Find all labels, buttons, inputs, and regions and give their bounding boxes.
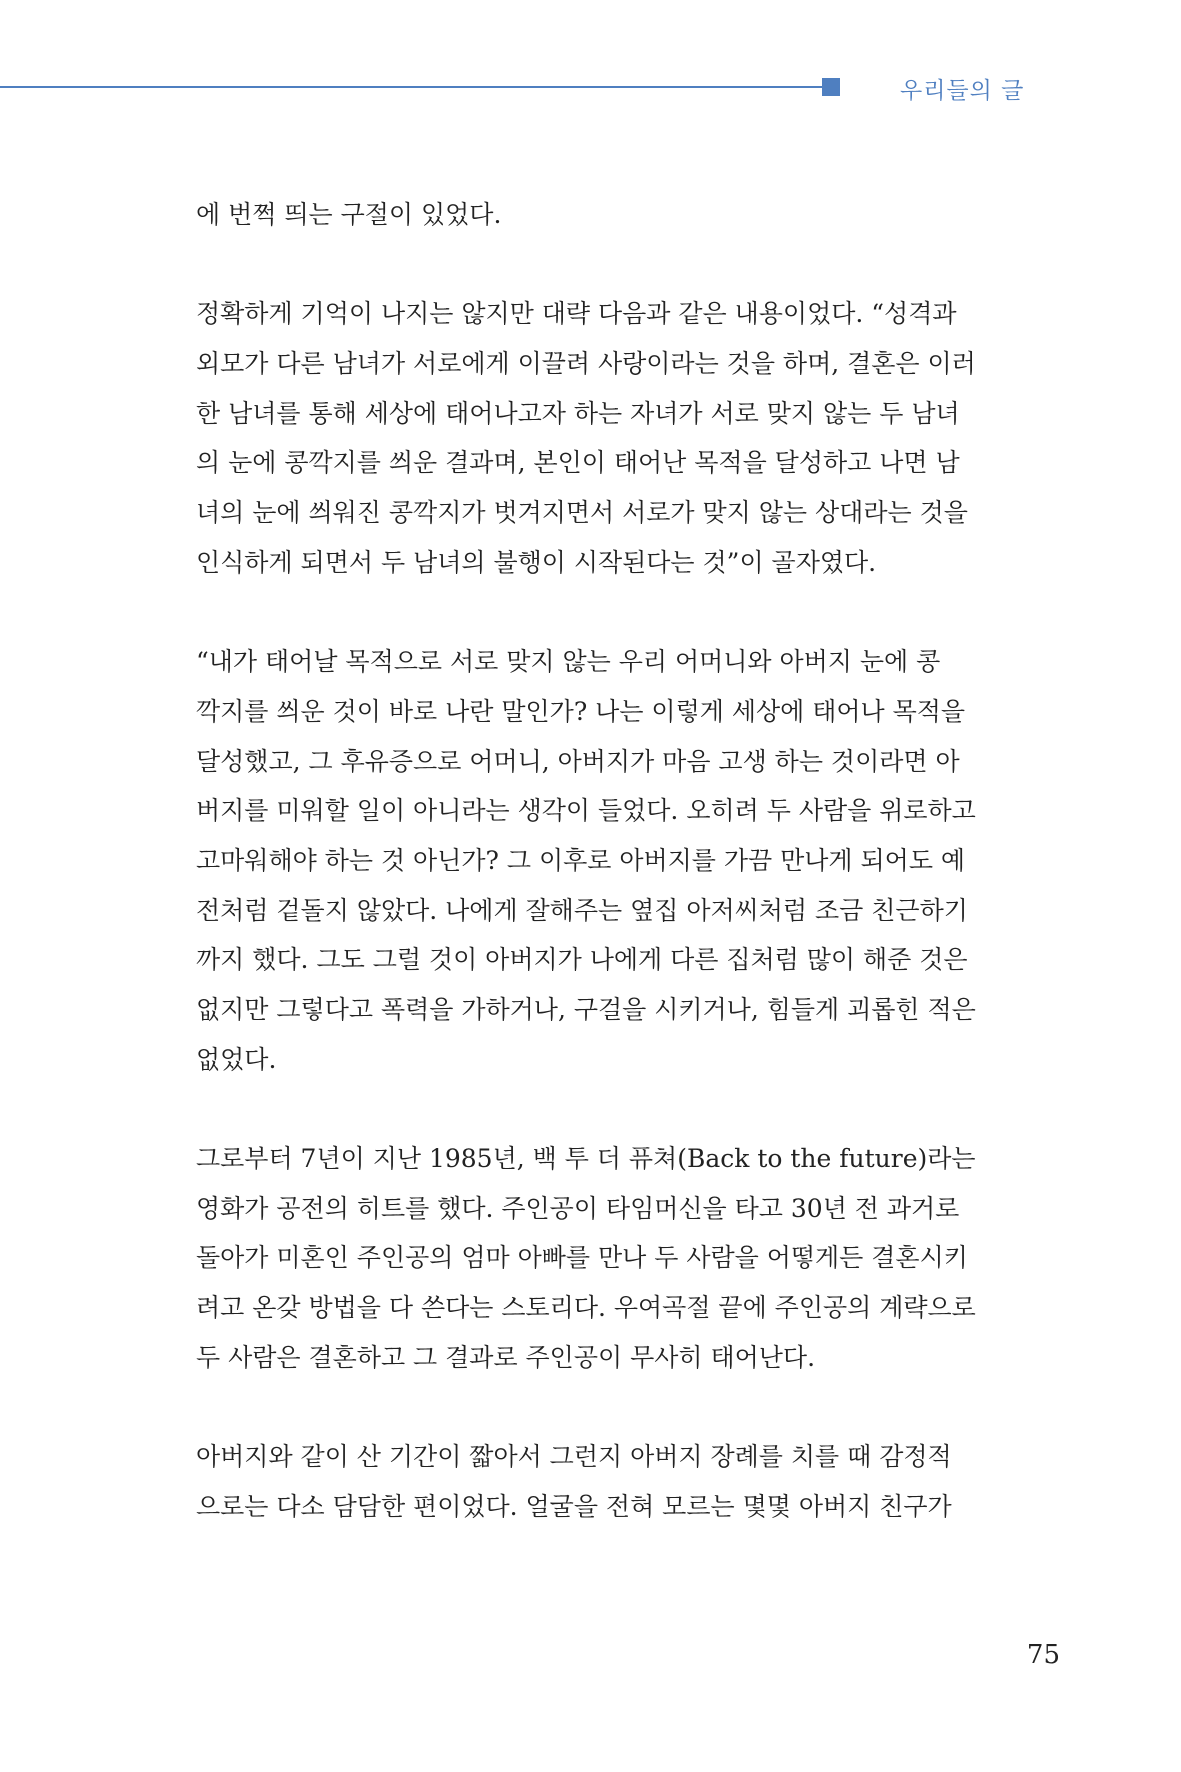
paragraph-2 <box>196 289 1066 587</box>
paragraph-5 <box>196 1432 1066 1531</box>
text-line: 으로는 다소 담담한 편이었다. 얼굴을 전혀 모르는 몇몇 아버지 친구가 <box>196 1491 952 1521</box>
text-line: 정확하게 기억이 나지는 않지만 대략 다음과 같은 내용이었다. “성격과 <box>196 299 957 329</box>
text-line: 녀의 눈에 씌워진 콩깍지가 벗겨지면서 서로가 맞지 않는 상대라는 것을 <box>196 498 968 528</box>
text-line: 아버지와 같이 산 기간이 짧아서 그런지 아버지 장례를 치를 때 감정적 <box>196 1442 952 1472</box>
text-line: 그로부터 7년이 지난 1985년, 백 투 더 퓨쳐(Back to the future)라는 <box>196 1144 976 1174</box>
text-line: 외모가 다른 남녀가 서로에게 이끌려 사랑이라는 것을 하며, 결혼은 이러 <box>196 349 976 379</box>
text-line: 없지만 그렇다고 폭력을 가하거나, 구걸을 시키거나, 힘들게 괴롭힌 적은 <box>196 995 976 1024</box>
paragraph-4 <box>196 1134 1066 1382</box>
text-line: 려고 온갖 방법을 다 쓴다는 스토리다. 우여곡절 끝에 주인공의 계략으로 <box>196 1293 976 1323</box>
text-line: 인식하게 되면서 두 남녀의 불행이 시작된다는 것”이 골자였다. <box>196 547 877 577</box>
paragraph-1 <box>196 190 1066 240</box>
header-square-marker <box>822 78 840 96</box>
paragraph-3 <box>196 637 1066 1084</box>
text-line: 까지 했다. 그도 그럴 것이 아버지가 나에게 다른 집처럼 많이 해준 것은 <box>196 945 968 975</box>
text-line: 달성했고, 그 후유증으로 어머니, 아버지가 마음 고생 하는 것이라면 아 <box>196 746 960 776</box>
running-header-title: 우리들의 글 <box>900 78 1025 104</box>
text-line: 깍지를 씌운 것이 바로 나란 말인가? 나는 이렇게 세상에 태어나 목적을 <box>196 696 966 726</box>
text-line: 의 눈에 콩깍지를 씌운 결과며, 본인이 태어난 목적을 달성하고 나면 남 <box>196 448 960 478</box>
text-line: 고마워해야 하는 것 아닌가? 그 이후로 아버지를 가끔 만나게 되어도 예 <box>196 845 966 875</box>
text-line: 두 사람은 결혼하고 그 결과로 주인공이 무사히 태어난다. <box>196 1342 816 1372</box>
header-rule <box>0 86 822 88</box>
page-number: 75 <box>1026 1640 1060 1670</box>
text-line: 버지를 미워할 일이 아니라는 생각이 들었다. 오히려 두 사람을 위로하고 <box>196 796 976 826</box>
text-line: 전처럼 겉돌지 않았다. 나에게 잘해주는 옆집 아저씨처럼 조금 친근하기 <box>196 895 968 925</box>
text-line: 돌아가 미혼인 주인공의 엄마 아빠를 만나 두 사람을 어떻게든 결혼시키 <box>196 1243 968 1273</box>
text-line: 에 번쩍 띄는 구절이 있었다. <box>196 200 502 229</box>
text-line: 한 남녀를 통해 세상에 태어나고자 하는 자녀가 서로 맞지 않는 두 남녀 <box>196 398 960 428</box>
text-line: 영화가 공전의 히트를 했다. 주인공이 타임머신을 타고 30년 전 과거로 <box>196 1193 960 1223</box>
text-line: “내가 태어날 목적으로 서로 맞지 않는 우리 어머니와 아버지 눈에 콩 <box>196 647 941 677</box>
body-text <box>196 190 1066 1532</box>
text-line: 없었다. <box>196 1044 277 1074</box>
